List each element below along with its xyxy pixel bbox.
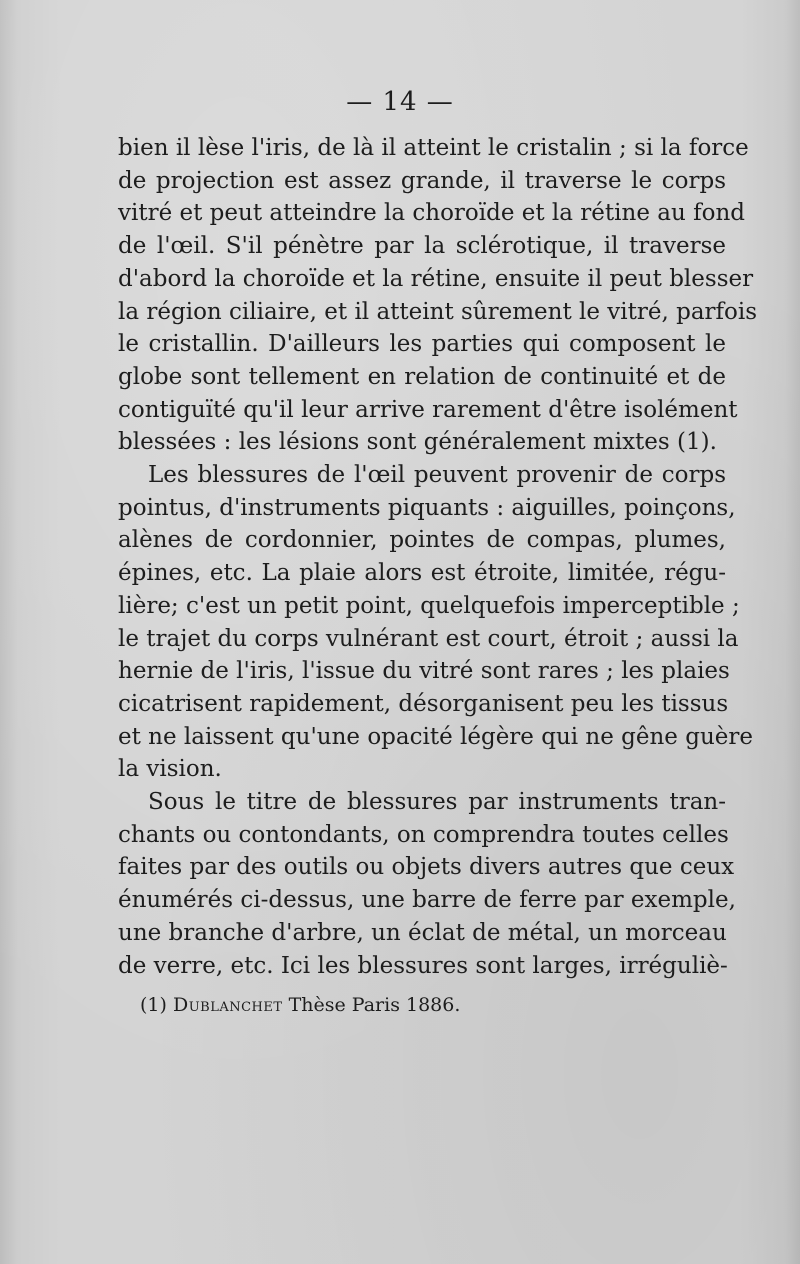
text-line: cicatrisent rapidement, désorganisent peu les tissus bbox=[118, 690, 729, 717]
text-line: Les blessures de l'œil peuvent provenir de corps bbox=[148, 462, 726, 489]
text-line: de l'œil. S'il pénètre par la sclérotique, il traverse bbox=[118, 233, 726, 260]
footnote-author: Dublanchet bbox=[172, 994, 283, 1016]
text-line: d'abord la choroïde et la rétine, ensuite il peut blesser bbox=[118, 265, 754, 292]
text-line: épines, etc. La plaie alors est étroite, limitée, régu- bbox=[118, 560, 726, 587]
footnote-citation: Thèse Paris 1886. bbox=[288, 994, 461, 1016]
text-line: de projection est assez grande, il traverse le corps bbox=[118, 167, 726, 194]
paragraph bbox=[118, 132, 758, 459]
body-text bbox=[118, 132, 758, 982]
text-line: énumérés ci-dessus, une barre de ferre par exemple, bbox=[118, 887, 736, 914]
text-line: hernie de l'iris, l'issue du vitré sont rares ; les plaies bbox=[118, 658, 730, 685]
text-line: faites par des outils ou objets divers autres que ceux bbox=[118, 854, 735, 881]
text-line: et ne laissent qu'une opacité légère qui ne gêne guère bbox=[118, 723, 753, 750]
text-line: chants ou contondants, on comprendra toutes celles bbox=[118, 821, 729, 848]
page-number: — 14 — bbox=[346, 87, 454, 117]
text-line: blessées : les lésions sont généralement mixtes (1). bbox=[118, 429, 717, 456]
text-line: une branche d'arbre, un éclat de métal, un morceau bbox=[118, 919, 727, 946]
paragraph bbox=[118, 459, 753, 786]
text-line: globe sont tellement en relation de continuité et de bbox=[118, 363, 726, 390]
text-line: bien il lèse l'iris, de là il atteint le cristalin ; si la force bbox=[118, 135, 749, 161]
footnote bbox=[140, 990, 460, 1020]
text-line: le cristallin. D'ailleurs les parties qui composent le bbox=[118, 331, 726, 358]
text-line: vitré et peut atteindre la choroïde et la rétine au fond bbox=[118, 200, 745, 227]
text-line: lière; c'est un petit point, quelquefois imperceptible ; bbox=[118, 592, 740, 619]
text-line: Sous le titre de blessures par instruments tran- bbox=[148, 789, 726, 816]
text-line: la région ciliaire, et il atteint sûrement le vitré, parfois bbox=[118, 298, 758, 325]
text-line: le trajet du corps vulnérant est court, étroit ; aussi la bbox=[118, 625, 739, 652]
text-line: contiguïté qu'il leur arrive rarement d'être isolément bbox=[118, 396, 738, 423]
paragraph bbox=[118, 786, 736, 982]
text-line: alènes de cordonnier, pointes de compas, plumes, bbox=[118, 527, 726, 554]
text-line: la vision. bbox=[118, 756, 222, 783]
footnote-marker: (1) bbox=[140, 994, 167, 1016]
text-line: de verre, etc. Ici les blessures sont larges, irréguliè- bbox=[118, 952, 728, 979]
text-line: pointus, d'instruments piquants : aiguilles, poinçons, bbox=[118, 494, 736, 521]
